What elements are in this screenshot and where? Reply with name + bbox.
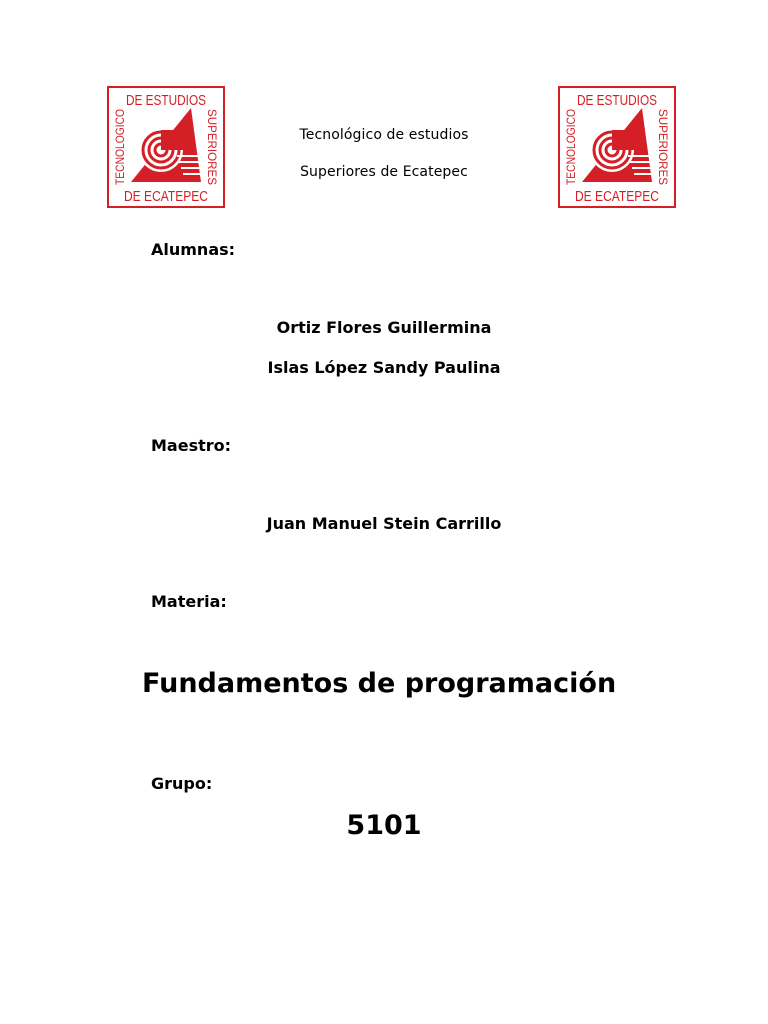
institution-name-line2: Superiores de Ecatepec — [300, 164, 468, 180]
group-label: Grupo: — [151, 774, 213, 793]
institution-name-line1: Tecnológico de estudios — [299, 127, 469, 143]
group-number: 5101 — [346, 810, 422, 841]
logo-left-text: TECNOLOGICO — [564, 96, 578, 185]
teacher-label: Maestro: — [151, 436, 232, 455]
logo-right-text: SUPERIORES — [656, 109, 670, 188]
logo-bottom-text: DE ECATEPEC — [575, 188, 660, 205]
logo-right-text: SUPERIORES — [205, 109, 219, 188]
subject-title: Fundamentos de programación — [142, 668, 617, 699]
logo-bottom-text: DE ECATEPEC — [124, 188, 209, 205]
logo-top-text: DE ESTUDIOS — [577, 92, 657, 109]
logo-left-text: TECNOLOGICO — [113, 96, 127, 185]
teacher-name: Juan Manuel Stein Carrillo — [266, 514, 502, 533]
student-name: Islas López Sandy Paulina — [267, 358, 501, 377]
students-label: Alumnas: — [151, 240, 236, 259]
logo-top-text: DE ESTUDIOS — [126, 92, 206, 109]
student-name: Ortiz Flores Guillermina — [276, 318, 492, 337]
subject-label: Materia: — [151, 592, 227, 611]
institution-logo-left — [107, 86, 225, 208]
institution-logo-right — [558, 86, 676, 208]
